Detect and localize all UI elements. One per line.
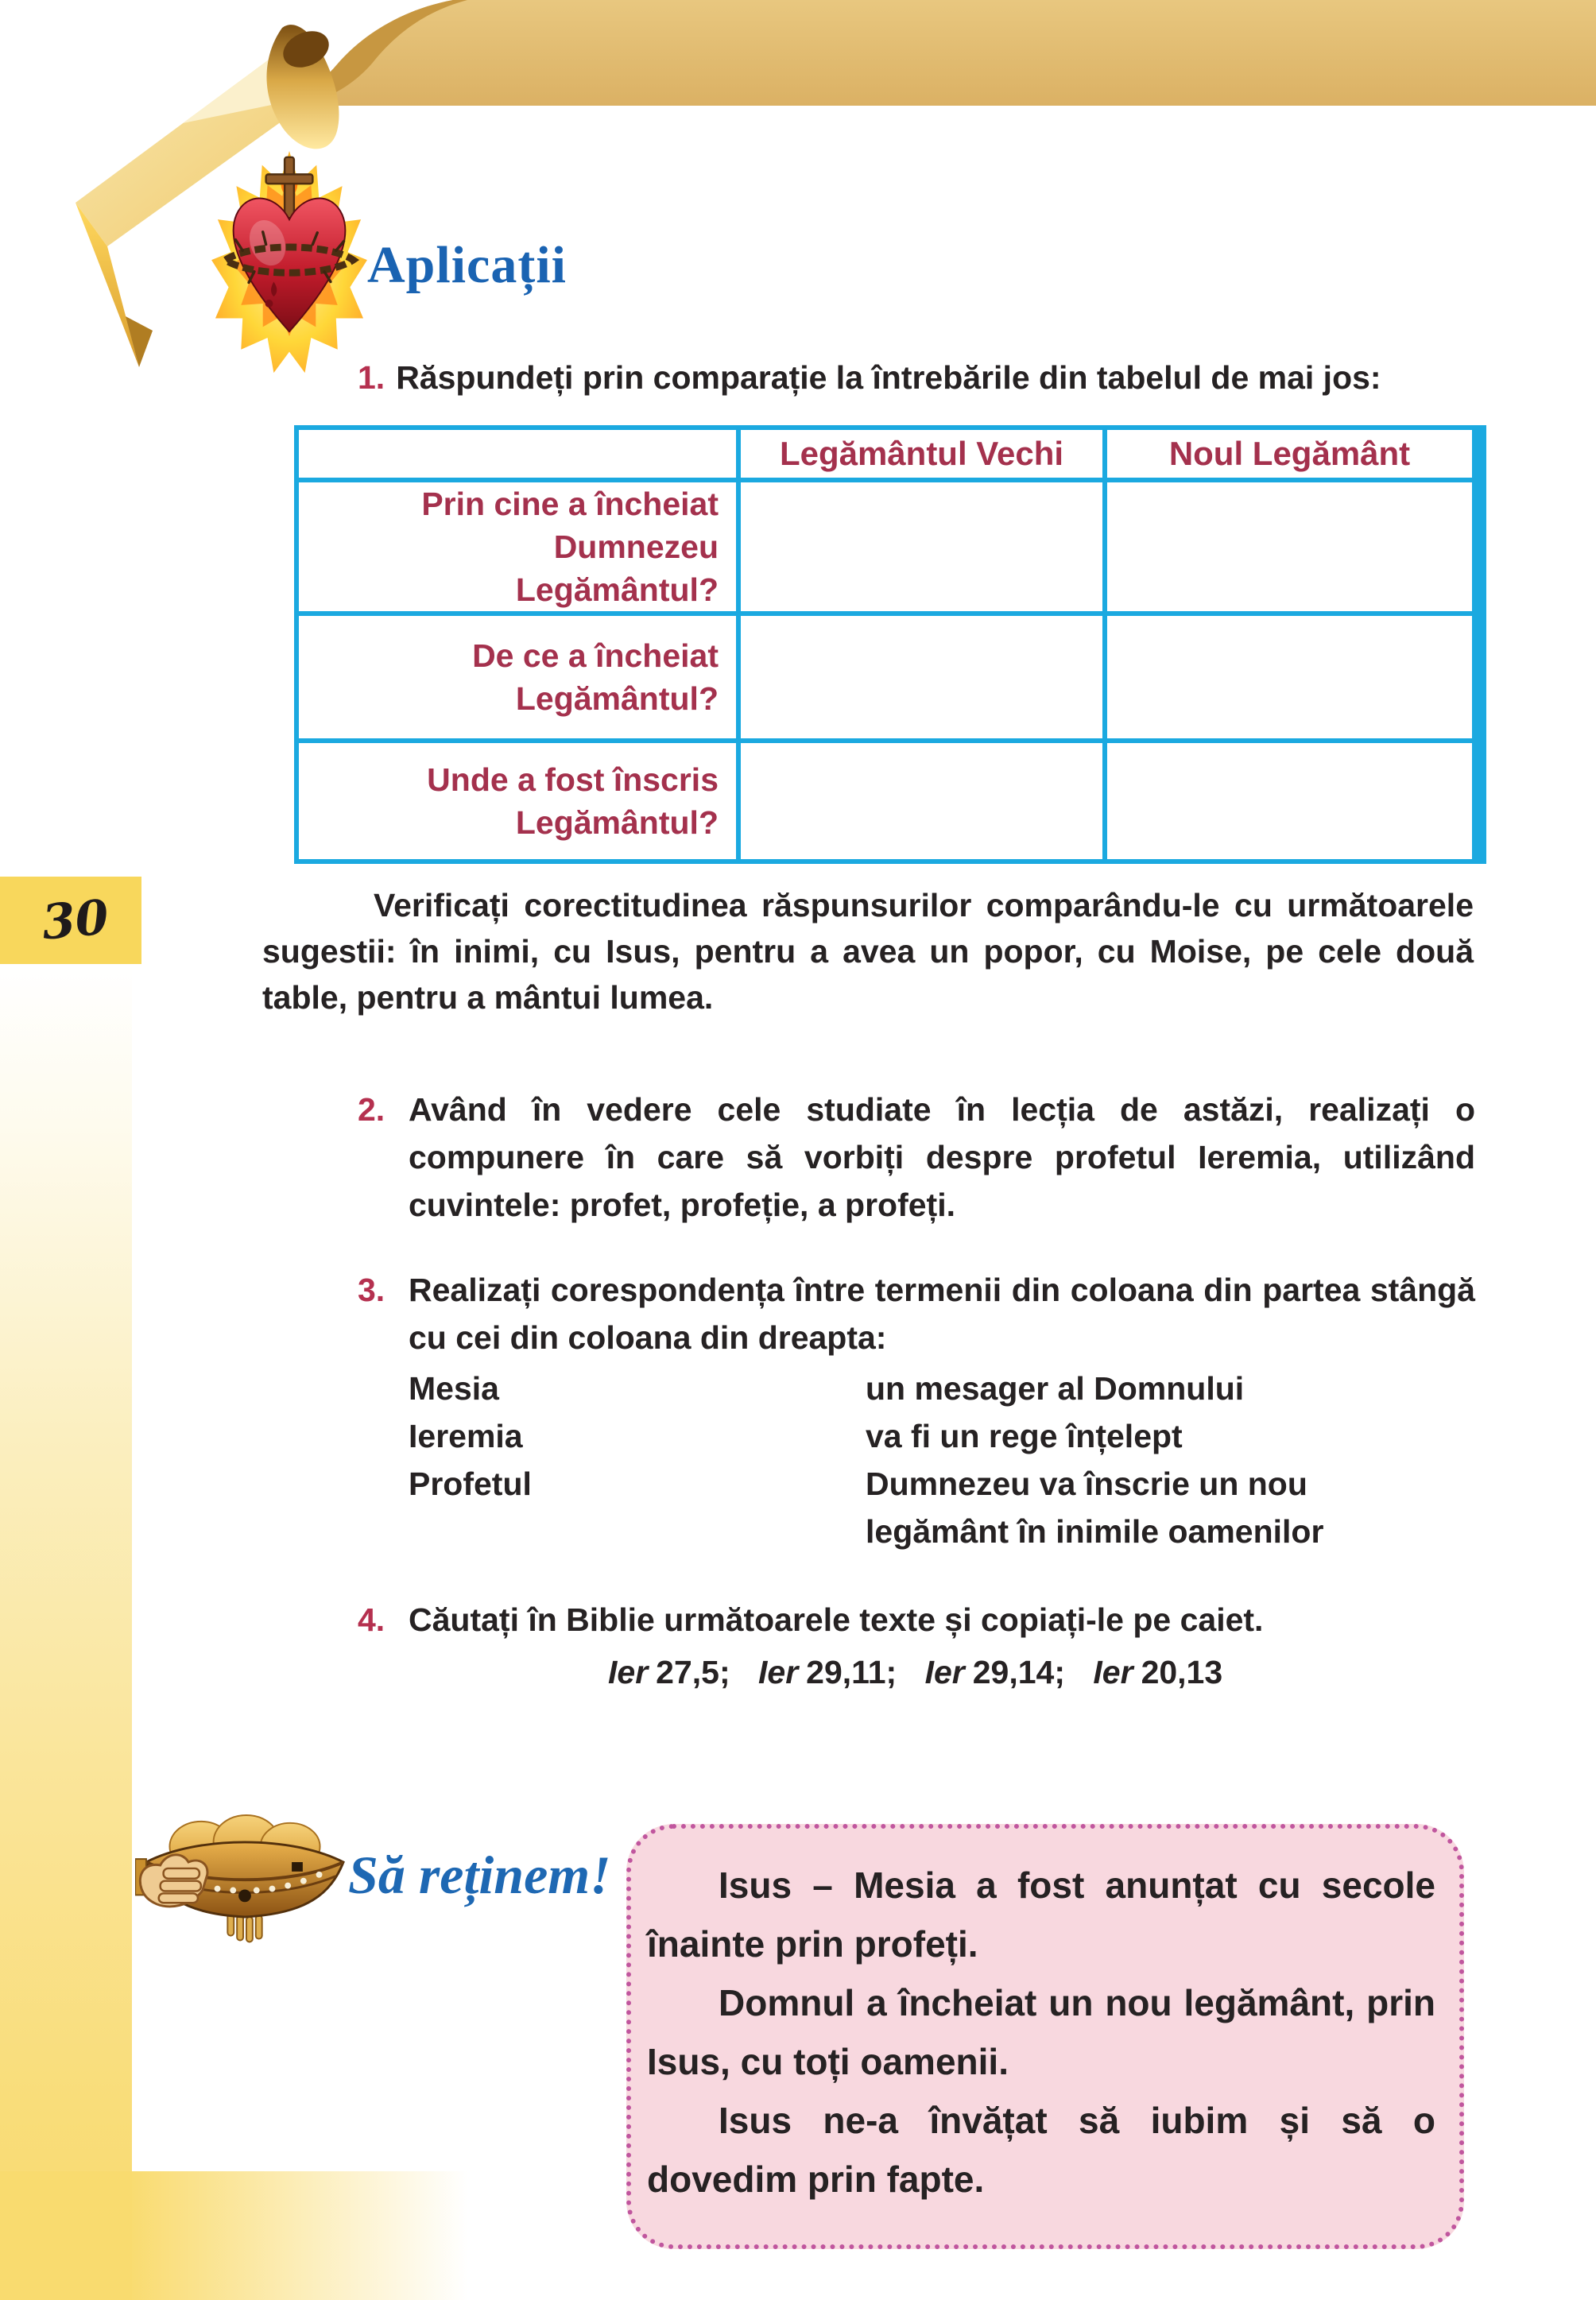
bible-book: Ier (924, 1654, 965, 1690)
bible-book: Ier (758, 1654, 799, 1690)
bible-reference (1093, 1654, 1222, 1690)
remember-title: Să reținem! (348, 1845, 611, 1905)
remember-paragraph: Isus – Mesia a fost anunțat cu secole înainte prin profeți. (647, 1864, 1435, 1965)
table-col-header-old-covenant: Legământul Vechi (741, 430, 1102, 478)
answer-cell (1107, 743, 1472, 859)
page-number: 30 (39, 889, 110, 951)
remember-paragraph: Isus ne-a învățat să iubim și să o dovedim prin fapte. (647, 2100, 1435, 2200)
bible-reference (925, 1654, 1065, 1690)
match-right-term: va fi un rege înțelept (866, 1418, 1183, 1454)
answer-cell (741, 616, 1102, 738)
exercise-3-prompt: Realizați corespondența între termenii din coloana din partea stângă cu cei din coloana din dreapta: (409, 1272, 1475, 1356)
table-col-header-new-covenant: Noul Legământ (1107, 430, 1472, 478)
exercise-2-number: 2. (358, 1091, 385, 1128)
match-left-term: Mesia (409, 1370, 499, 1407)
match-right-term: Dumnezeu va înscrie un nou legământ în inimile oamenilor (866, 1466, 1324, 1550)
bible-cite: 29,11; (806, 1654, 897, 1690)
answer-cell (741, 743, 1102, 859)
bible-cite: 29,14; (972, 1654, 1065, 1690)
bible-reference (608, 1654, 730, 1690)
exercise-1-number: 1. (358, 359, 385, 396)
table-row-header: De ce a încheiat Legământul? (299, 616, 736, 738)
page-number-badge (0, 877, 141, 964)
match-row (409, 1412, 1475, 1460)
exercise-2 (358, 1086, 1475, 1229)
answer-cell (1107, 616, 1472, 738)
sacred-heart-icon (211, 151, 368, 377)
remember-box (626, 1824, 1464, 2249)
left-margin-decoration (0, 964, 132, 2300)
exercise-2-prompt: Având în vedere cele studiate în lecția de astăzi, realizați o compunere în care să vorbiți despre profetul Ieremia, utilizând cuvintele: profet, profeție, a profeți. (409, 1091, 1475, 1223)
answer-cell (741, 482, 1102, 611)
table-row-header: Prin cine a încheiat Dumnezeu Legământul? (299, 482, 736, 611)
applications-title: Aplicații (367, 236, 567, 294)
match-left-term: Profetul (409, 1466, 532, 1502)
comparison-table (294, 425, 1486, 864)
bible-book: Ier (1093, 1654, 1133, 1690)
exercise-1-prompt: 1. Răspundeți prin comparație la întrebările din tabelul de mai jos: (358, 359, 1381, 396)
exercise-3 (358, 1266, 1475, 1555)
remember-paragraph: Domnul a încheiat un nou legământ, prin Isus, cu toți oamenii. (647, 1982, 1435, 2082)
bible-cite: 20,13 (1141, 1654, 1223, 1690)
bible-references (608, 1648, 1475, 1696)
match-row (409, 1365, 1475, 1412)
exercise-4-prompt: Căutați în Biblie următoarele texte și copiați-le pe caiet. (409, 1601, 1264, 1638)
bible-reference (758, 1654, 897, 1690)
matching-columns (409, 1365, 1475, 1555)
match-left-term: Ieremia (409, 1418, 523, 1454)
verify-paragraph: Verificați corectitudinea răspunsurilor comparându-le cu următoarele sugestii: în inimi, cu Isus, pentru a avea un popor, cu Moise, pe cele două table, pentru a mântui lumea. (262, 887, 1474, 1016)
answer-cell (1107, 482, 1472, 611)
match-right-term: un mesager al Domnului (866, 1370, 1245, 1407)
exercise-3-number: 3. (358, 1272, 385, 1308)
exercise-4-number: 4. (358, 1601, 385, 1638)
table-corner-cell (299, 430, 736, 478)
exercise-4 (358, 1596, 1475, 1696)
table-row-header: Unde a fost înscris Legământul? (299, 743, 736, 859)
match-row (409, 1460, 1475, 1555)
bread-bowl-icon (135, 1814, 354, 1966)
bible-book: Ier (608, 1654, 649, 1690)
bible-cite: 27,5; (656, 1654, 730, 1690)
bottom-corner-decoration (0, 2171, 509, 2300)
